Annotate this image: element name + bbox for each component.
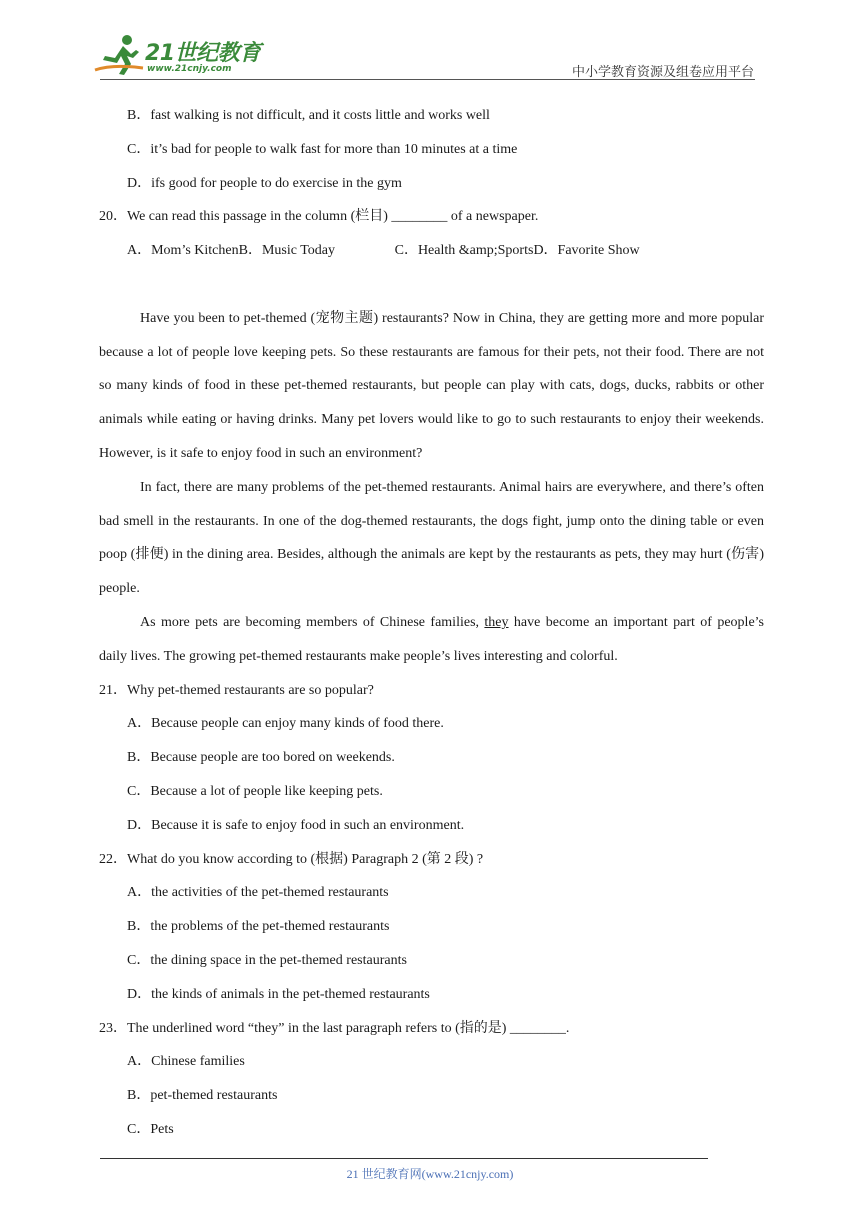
q19-option-c: C．it’s bad for people to walk fast for more than 10 minutes at a time	[127, 141, 518, 157]
q20-stem: 20．We can read this passage in the column (栏目) ________ of a newspaper.	[99, 209, 539, 225]
q23-stem: 23．The underlined word “they” in the last paragraph refers to (指的是) ________.	[99, 1020, 570, 1036]
logo-url: www.21cnjy.com	[147, 64, 232, 74]
site-logo[interactable]	[93, 34, 263, 78]
footer-divider	[100, 1158, 708, 1159]
q21-option-a: A．Because people can enjoy many kinds of food there.	[127, 716, 444, 732]
q22-option-b: B．the problems of the pet-themed restaurants	[127, 919, 390, 935]
q19-option-d: D．ifs good for people to do exercise in the gym	[127, 175, 402, 191]
platform-name: 中小学教育资源及组卷应用平台	[571, 64, 754, 79]
q22-stem: 22．What do you know according to (根据) Paragraph 2 (第 2 段) ?	[99, 851, 484, 867]
q20-option-a: A．Mom’s Kitchen	[127, 243, 239, 259]
footer-link[interactable]: 21 世纪教育网(www.21cnjy.com)	[346, 1167, 514, 1181]
q19-option-b: B．fast walking is not difficult, and it costs little and works well	[127, 108, 490, 123]
q21-option-d: D．Because it is safe to enjoy food in such an environment.	[127, 817, 465, 833]
q21-stem: 21．Why pet-themed restaurants are so popular?	[99, 682, 374, 698]
spacer	[99, 268, 764, 302]
passage-paragraph-3	[99, 606, 764, 674]
q23-option-c: C．Pets	[127, 1121, 174, 1137]
q20-options	[99, 234, 764, 268]
p3-after: have become an important part of people’s daily lives. The growing pet-themed restaurants make people’s lives interesting and colorful.	[99, 614, 764, 664]
page-header	[0, 0, 860, 85]
header-divider	[100, 79, 755, 80]
runner-icon	[93, 34, 145, 76]
q21-option-b: B．Because people are too bored on weekends.	[127, 750, 395, 766]
p3-before: As more pets are becoming members of Chinese families,	[140, 614, 485, 630]
q21-option-c: C．Because a lot of people like keeping pets.	[127, 783, 383, 799]
underlined-word-they: they	[484, 614, 509, 630]
q20-option-b: B．Music Today	[238, 243, 335, 259]
passage-paragraph-1: Have you been to pet-themed (宠物主题) restaurants? Now in China, they are getting more and more popular because a lot of people love keeping pets. So these restaurants are famous for their pets, not their food. There are not so many kinds of food in these pet-themed restaurants, but people can play with cats, dogs, ducks, rabbits or other animals while eating or having drinks. Many pet lovers would like to go to such restaurants to enjoy their weekends. However, is it safe to enjoy food in such an environment?	[99, 310, 764, 461]
q22-option-d: D．the kinds of animals in the pet-themed restaurants	[127, 986, 430, 1002]
document-body	[99, 99, 764, 1147]
q20-option-d: D．Favorite Show	[533, 243, 640, 259]
q22-option-c: C．the dining space in the pet-themed restaurants	[127, 952, 407, 968]
passage-paragraph-2: In fact, there are many problems of the pet-themed restaurants. Animal hairs are everywhere, and there’s often bad smell in the restaurants. In one of the dog-themed restaurants, the dogs fight, jump onto the dining table or even poop (排便) in the dining area. Besides, although the animals are kept by the restaurants as pets, they may hurt (伤害) people.	[99, 479, 764, 597]
q23-option-a: A．Chinese families	[127, 1054, 245, 1070]
q22-option-a: A．the activities of the pet-themed restaurants	[127, 885, 389, 901]
logo-text: 21世纪教育	[145, 41, 261, 66]
q20-option-c: C．Health &amp;Sports	[394, 243, 534, 259]
q23-option-b: B．pet-themed restaurants	[127, 1088, 278, 1104]
